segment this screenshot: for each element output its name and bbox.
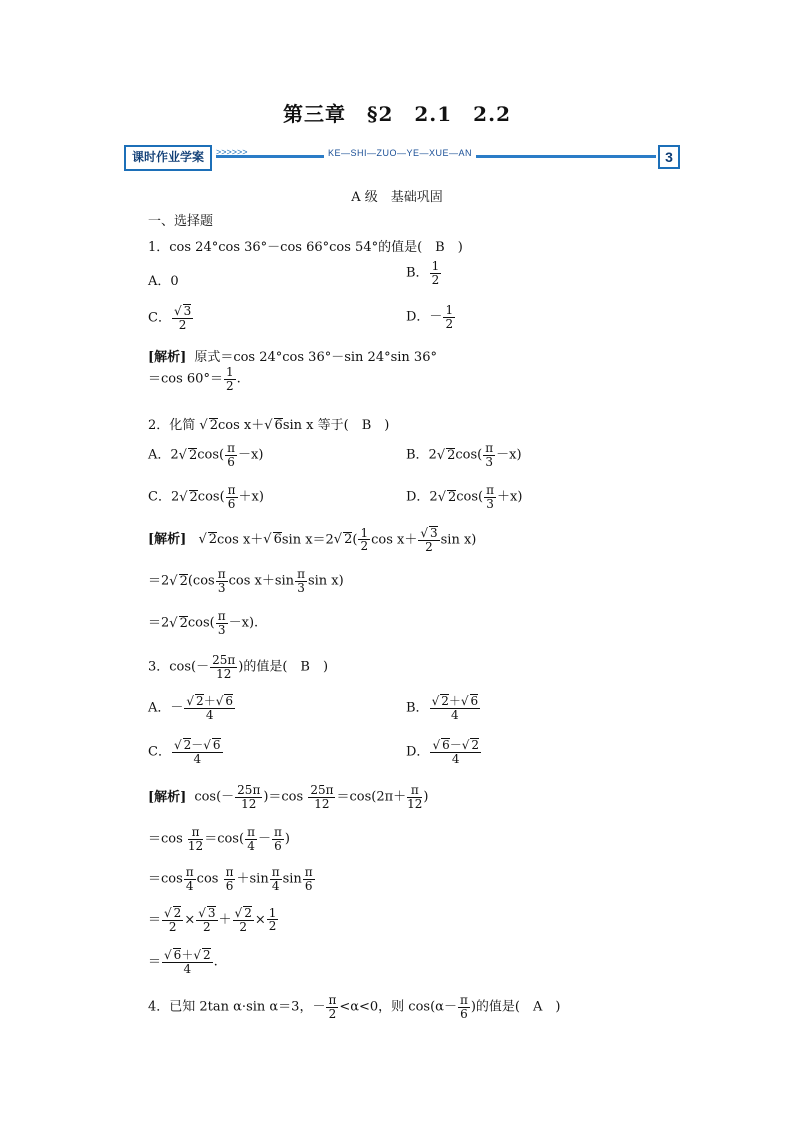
q3-l1-f3d: 12: [407, 796, 423, 811]
banner-arrows: >>>>>>: [216, 147, 248, 157]
q3-l4-t0: ＝: [148, 912, 162, 928]
q3-l1-f1d: 12: [241, 796, 257, 811]
q3-c-pre: C．: [148, 744, 171, 760]
q3-l5-op: ＋: [181, 948, 194, 962]
q3-l3-frac1: [184, 866, 196, 892]
q2-stem-prefix: 2．化简: [148, 418, 196, 433]
q2-a-mid: cos(: [197, 447, 225, 463]
q3-l5-r1: 6: [173, 948, 182, 962]
q1-c-prefix: C．: [148, 310, 171, 326]
q3-option-c: [148, 738, 224, 766]
q3-l3-n1: π: [185, 865, 194, 879]
q3-c-r1: 2: [183, 738, 192, 752]
q3-l5-frac: [162, 948, 213, 976]
q1-jx2-num: 1: [225, 365, 234, 379]
level-heading: A 级 基础巩固: [351, 190, 443, 205]
q2-jx1-r1: 2: [208, 532, 218, 548]
q2-b-num: π: [485, 441, 494, 455]
q3-l1-t2: ＝cos(2π＋: [336, 789, 407, 805]
q4-f1n: π: [328, 993, 337, 1007]
q3-b-r2: 6: [470, 694, 479, 708]
q3-l3-t3: sin: [282, 871, 302, 887]
q2-jx1-f2d: 2: [425, 540, 433, 555]
q3-l3-frac2: [224, 866, 236, 892]
q3-a-den: 4: [205, 708, 214, 723]
q3-l3-n3: π: [271, 865, 280, 879]
q3-a-r2: 6: [225, 694, 233, 708]
q3-l1-f1n: 25π: [237, 783, 261, 797]
q2-a-rad: 2: [188, 447, 198, 463]
q3-l4-r3: 2: [244, 906, 252, 920]
q2-stem-rad1: 2: [209, 418, 218, 433]
q3-l3-d2: 6: [225, 878, 234, 893]
q3-l3-frac3: [270, 866, 282, 892]
q3-l2-frac3: [272, 826, 284, 852]
q3-a-r1: 2: [196, 694, 204, 708]
q2-stem-suffix: 等于( B ): [317, 418, 390, 433]
q3-b-r1: 2: [441, 694, 449, 708]
q2-a-pre: A．2: [148, 447, 179, 463]
q1-option-b: [406, 260, 442, 286]
q3-l1-f3n: π: [407, 784, 422, 798]
q1-b-num: 1: [431, 259, 440, 273]
solution-label: [解析]: [148, 789, 187, 805]
q3-l2-f3n: π: [273, 825, 282, 839]
q4-stem: [148, 994, 560, 1020]
q2-jx3-n: π: [217, 609, 226, 623]
q2-solution-line1: [148, 526, 476, 554]
q3-l2-t0: ＝cos: [148, 831, 187, 847]
q2-jx1-r3: 2: [344, 532, 353, 548]
q3-b-den: 4: [451, 708, 459, 723]
banner-pinyin: KE—SHI—ZUO—YE—XUE—AN: [324, 148, 476, 158]
q3-l5-t1: .: [213, 954, 218, 970]
q3-stem-den: 12: [216, 666, 232, 681]
q3-a-frac: [184, 694, 235, 722]
q3-l5-r2: 2: [202, 948, 211, 962]
q3-l1-t3: ): [423, 789, 429, 805]
q3-l2-f1d: 12: [187, 838, 204, 853]
q3-l4-t2: ＋: [218, 912, 232, 928]
q3-l2-t3: ): [284, 831, 290, 847]
q2-d-rad: 2: [448, 489, 457, 505]
q3-l1-t0: cos(－: [194, 789, 235, 805]
q3-l3-d1: 4: [185, 878, 194, 893]
q2-jx2-frac1: [216, 568, 228, 594]
q1-solution-line1: [148, 346, 437, 365]
q3-l4-t1: ×: [184, 912, 196, 928]
q2-stem-t2: sin x: [282, 418, 314, 433]
q2-b-post: －x): [496, 447, 522, 463]
q2-jx1-f1d: 2: [360, 539, 369, 554]
q3-l3-d4: 6: [304, 878, 313, 893]
q2-jx2-n2: π: [297, 567, 305, 581]
q3-l3-frac4: [303, 866, 315, 892]
q3-l2-f2n: π: [247, 825, 255, 839]
q1-d-frac: [443, 304, 455, 330]
q2-option-b: [406, 442, 522, 468]
q1-option-a: A．0: [148, 274, 179, 289]
q2-jx1-r2: 6: [273, 532, 282, 548]
q3-stem-suffix: )的值是( B ): [238, 659, 329, 675]
q3-option-b: [406, 694, 481, 722]
q2-jx2-t2: cos x＋sin: [228, 573, 295, 589]
q3-l4-d4: 2: [268, 919, 277, 934]
q2-jx3-t1: cos(: [187, 615, 215, 631]
q3-l3-t1: cos: [196, 871, 223, 887]
q2-jx3-frac: [216, 610, 228, 636]
q1-option-d: [406, 304, 456, 330]
q2-jx3-t0: ＝2: [148, 615, 170, 631]
q1-jx-text: 原式＝cos 24°cos 36°－sin 24°sin 36°: [194, 350, 437, 365]
q2-stem: [148, 414, 389, 433]
q3-l2-t1: ＝cos(: [204, 831, 245, 847]
q3-l2-frac1: [188, 826, 203, 852]
q3-l4-d3: 2: [239, 920, 247, 935]
q3-b-pre: B．: [406, 700, 429, 716]
q3-l4-t3: ×: [254, 912, 266, 928]
q2-jx1-t2: sin x＝2: [281, 532, 334, 548]
q3-l4-n4: 1: [268, 905, 277, 920]
q3-l4-frac4: [267, 907, 279, 933]
solution-label: [解析]: [148, 350, 187, 365]
q4-t1: <α<0，则 cos(α－: [339, 999, 457, 1015]
q2-b-rad: 2: [447, 447, 456, 463]
section-heading: 一、选择题: [148, 214, 214, 229]
q3-l3-t0: ＝cos: [148, 871, 183, 887]
q2-jx1-frac2: [418, 526, 439, 554]
q2-jx2-d1: 3: [217, 580, 226, 595]
q1-jx2-suffix: .: [236, 371, 241, 387]
solution-label: [解析]: [148, 532, 187, 548]
q2-option-d: [406, 484, 522, 510]
q2-d-frac: [484, 484, 496, 510]
q3-c-frac: [172, 738, 223, 766]
q3-l4-r2: 3: [207, 906, 216, 920]
q3-solution-line2: [148, 826, 290, 852]
q3-solution-line3: [148, 866, 316, 892]
q2-d-mid: cos(: [456, 489, 484, 505]
q3-l4-frac2: [196, 906, 217, 934]
q3-d-r2: 2: [471, 738, 480, 752]
q2-jx2-n1: π: [217, 567, 226, 581]
q1-c-rad: 3: [183, 304, 192, 318]
q3-b-frac: [430, 694, 481, 722]
q2-jx2-t0: ＝2: [148, 573, 170, 589]
q1-d-num: 1: [445, 303, 454, 317]
q2-solution-line2: [148, 568, 344, 594]
q1-b-den: 2: [431, 272, 440, 287]
q1-c-frac: [172, 304, 193, 332]
q3-option-d: [406, 738, 482, 766]
q3-d-op: －: [449, 738, 462, 752]
q2-jx1-t5: sin x): [440, 532, 477, 548]
q3-l4-r1: 2: [173, 906, 182, 920]
q3-l2-f2d: 4: [247, 838, 255, 853]
q3-stem-num: 25π: [212, 653, 236, 667]
q2-jx2-r: 2: [179, 573, 188, 589]
q2-c-post: ＋x): [238, 489, 264, 505]
q3-l2-t2: －: [257, 831, 271, 847]
q4-frac1: [326, 994, 338, 1020]
q2-jx1-t1: cos x＋: [217, 532, 264, 548]
q3-l5-den: 4: [183, 962, 192, 977]
q3-a-op: ＋: [203, 694, 216, 708]
q1-c-den: 2: [178, 318, 187, 333]
q4-t2: )的值是( A ): [470, 999, 561, 1015]
q3-a-pre: A．－: [148, 700, 184, 716]
q2-jx1-t3: (: [352, 532, 358, 548]
banner-tag: 课时作业学案: [124, 145, 212, 171]
q2-stem-rad2: 6: [274, 418, 283, 433]
page-title: 第三章 §2 2.1 2.2: [283, 102, 511, 126]
q2-jx3-d: 3: [217, 622, 226, 637]
q2-jx3-r: 2: [179, 615, 188, 631]
q3-l1-frac3: [407, 784, 422, 810]
q3-l1-f2n: 25π: [310, 783, 334, 797]
q3-d-den: 4: [451, 752, 460, 767]
section-banner: [124, 145, 680, 169]
q3-c-r2: 6: [212, 738, 221, 752]
q3-option-a: [148, 694, 236, 722]
q3-l5-t0: ＝: [148, 954, 162, 970]
q2-jx1-f2r: 3: [430, 526, 438, 540]
q4-f2d: 6: [460, 1006, 468, 1021]
q2-option-a: [148, 442, 263, 468]
q3-stem-prefix: 3．cos(－: [148, 659, 210, 675]
q2-jx2-t3: sin x): [307, 573, 344, 589]
q2-b-mid: cos(: [455, 447, 483, 463]
q3-d-r1: 6: [442, 738, 450, 752]
q2-a-post: －x): [238, 447, 264, 463]
q3-stem-frac: [210, 654, 237, 680]
q2-d-pre: D．2: [406, 489, 438, 505]
q3-b-op: ＋: [448, 694, 461, 708]
q1-jx2-den: 2: [225, 378, 234, 393]
q1-option-c: [148, 304, 194, 332]
q2-c-frac: [226, 484, 238, 510]
q2-stem-t1: cos x＋: [218, 418, 265, 433]
q1-b-frac: [430, 260, 442, 286]
q3-stem: [148, 654, 328, 680]
q2-d-den: 3: [486, 496, 494, 511]
q3-l4-frac3: [233, 906, 254, 934]
q2-b-den: 3: [485, 454, 494, 469]
q2-b-pre: B．2: [406, 447, 437, 463]
q3-l1-t1: )＝cos: [263, 789, 308, 805]
q4-f1d: 2: [328, 1006, 337, 1021]
q3-l1-f2d: 12: [314, 796, 330, 811]
q3-solution-line1: [148, 784, 429, 810]
q2-solution-line3: [148, 610, 258, 636]
q3-solution-line4: [148, 906, 279, 934]
q3-l2-f1n: π: [188, 826, 203, 840]
q2-jx1-f1n: 1: [360, 525, 369, 540]
q1-d-prefix: D．－: [406, 309, 443, 325]
q3-l3-t2: ＋sin: [236, 871, 269, 887]
q2-jx3-t2: －x).: [228, 615, 259, 631]
q3-l4-d1: 2: [168, 920, 177, 935]
q1-b-prefix: B．: [406, 265, 429, 281]
q3-solution-line5: [148, 948, 218, 976]
q3-c-op: －: [191, 738, 204, 752]
q2-c-pre: C．2: [148, 489, 180, 505]
q2-c-rad: 2: [189, 489, 198, 505]
q2-b-frac: [483, 442, 495, 468]
q2-jx2-t1: (cos: [187, 573, 215, 589]
q2-d-post: ＋x): [497, 489, 523, 505]
q2-d-num: π: [486, 483, 495, 497]
q1-jx2-prefix: ＝cos 60°＝: [148, 371, 223, 387]
q2-jx1-t4: cos x＋: [371, 532, 418, 548]
q2-option-c: [148, 484, 264, 510]
q3-l3-d3: 4: [271, 878, 280, 893]
q3-d-frac: [430, 738, 481, 766]
q2-a-den: 6: [227, 454, 235, 469]
q4-frac2: [458, 994, 470, 1020]
q4-f2n: π: [459, 993, 468, 1007]
q3-l1-frac1: [235, 784, 262, 810]
q3-l3-n4: π: [304, 865, 313, 879]
q3-l3-n2: π: [225, 865, 234, 879]
q2-c-den: 6: [227, 496, 236, 511]
q3-l1-frac2: [308, 784, 335, 810]
q4-t0: 4．已知 2tan α·sin α＝3，－: [148, 999, 326, 1015]
q2-a-num: π: [227, 441, 235, 455]
q2-jx2-d2: 3: [297, 580, 305, 595]
q1-d-den: 2: [445, 316, 454, 331]
q3-l4-d2: 2: [203, 920, 211, 935]
q2-c-mid: cos(: [197, 489, 225, 505]
q1-jx2-frac: [224, 366, 236, 392]
q2-c-num: π: [227, 483, 236, 497]
q2-jx2-frac2: [295, 568, 307, 594]
q3-l2-f3d: 6: [274, 838, 282, 853]
q3-l4-frac1: [162, 906, 183, 934]
q2-a-frac: [225, 442, 237, 468]
q1-solution-line2: [148, 366, 241, 392]
q3-c-den: 4: [193, 752, 202, 767]
q1-stem: 1．cos 24°cos 36°－cos 66°cos 54°的值是( B ): [148, 240, 463, 255]
q3-l2-frac2: [245, 826, 257, 852]
banner-number: 3: [658, 145, 680, 169]
q2-jx1-frac1: [358, 527, 370, 553]
q3-d-pre: D．: [406, 744, 430, 760]
